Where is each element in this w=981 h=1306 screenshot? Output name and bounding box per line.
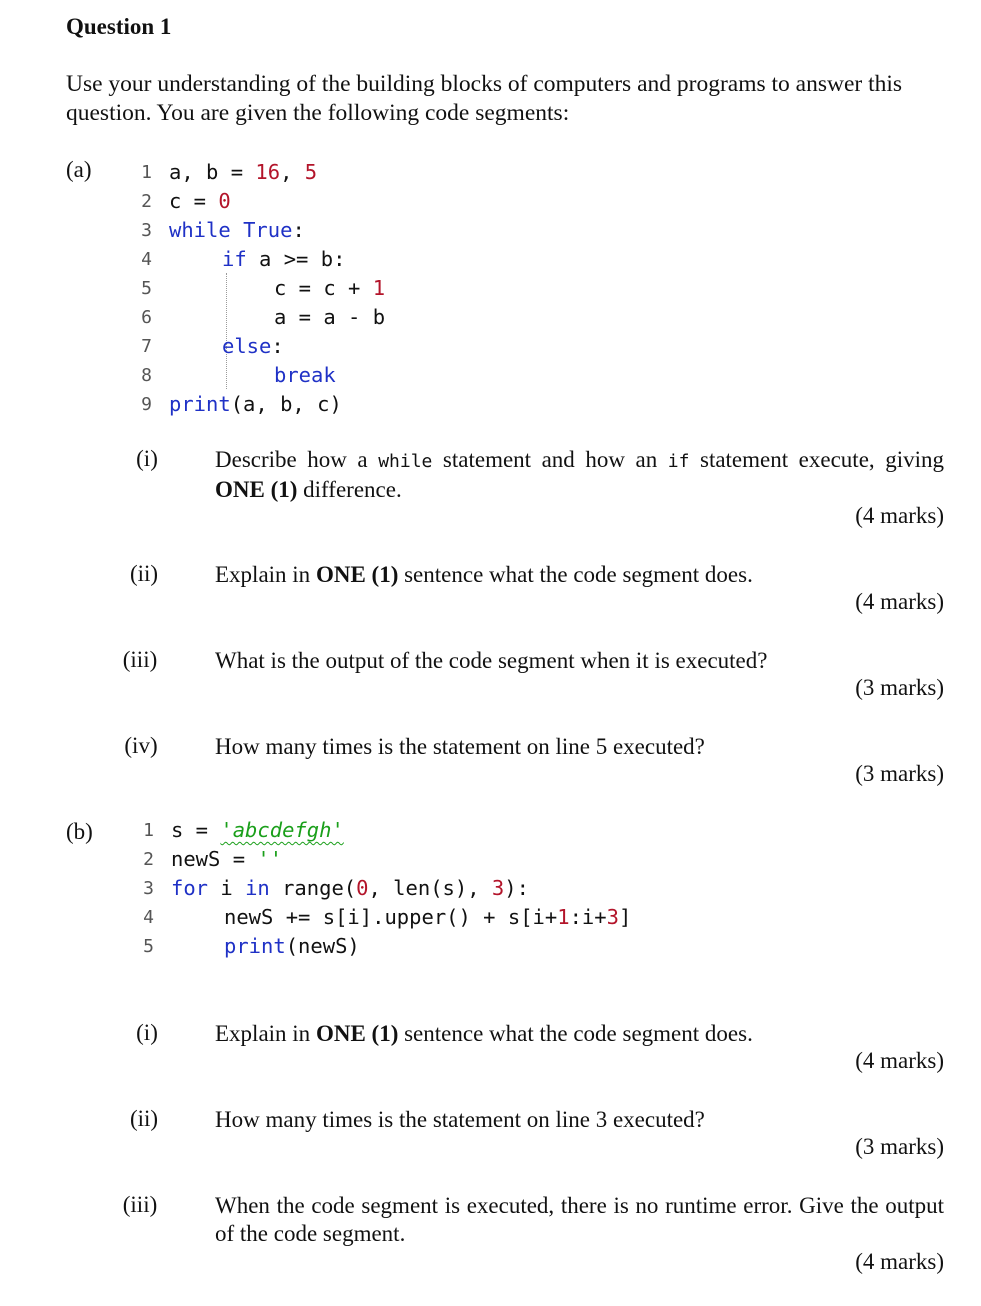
code-line-4: if a >= b: xyxy=(222,247,346,271)
subquestion-text: Explain in ONE (1) sentence what the code segment does. xyxy=(215,562,753,587)
subquestion-number: (ii) xyxy=(129,561,159,586)
subquestion-number: (iii) xyxy=(122,647,158,672)
code-line-6: a = a - b xyxy=(274,305,386,329)
line-number: 2 xyxy=(141,191,152,212)
subquestion-text: Explain in ONE (1) sentence what the code segment does. xyxy=(215,1021,753,1046)
line-number: 3 xyxy=(143,878,154,899)
subquestion-text: When the code segment is executed, there is no runtime error. Give the output of the code segment. xyxy=(215,1193,944,1246)
code-line-4: newS += s[i].upper() + s[i+1:i+3] xyxy=(224,905,632,929)
line-number: 6 xyxy=(141,307,152,328)
indent-guide xyxy=(226,273,227,389)
line-number: 4 xyxy=(141,249,152,270)
marks-label: (4 marks) xyxy=(855,589,944,614)
subquestion-text: What is the output of the code segment when it is executed? xyxy=(215,648,768,673)
line-number: 1 xyxy=(143,820,154,841)
code-line-9: print(a, b, c) xyxy=(169,392,342,416)
part-b-label: (b) xyxy=(66,819,93,844)
code-line-1: s = 'abcdefgh' xyxy=(171,818,344,842)
code-line-7: else: xyxy=(222,334,284,358)
line-number: 1 xyxy=(141,162,152,183)
code-line-2: c = 0 xyxy=(169,189,231,213)
marks-label: (3 marks) xyxy=(855,761,944,786)
marks-label: (3 marks) xyxy=(855,675,944,700)
marks-label: (4 marks) xyxy=(855,1048,944,1073)
code-line-3: for i in range(0, len(s), 3): xyxy=(171,876,529,900)
code-line-5: c = c + 1 xyxy=(274,276,386,300)
subquestion-number: (i) xyxy=(136,446,158,471)
code-line-2: newS = '' xyxy=(171,847,283,871)
subquestion-text: How many times is the statement on line 5 executed? xyxy=(215,734,705,759)
question-title: Question 1 xyxy=(66,14,172,39)
line-number: 8 xyxy=(141,365,152,386)
subquestion-number: (iv) xyxy=(124,733,158,758)
line-number: 2 xyxy=(143,849,154,870)
code-line-8: break xyxy=(274,363,336,387)
line-number: 5 xyxy=(141,278,152,299)
part-a-label: (a) xyxy=(66,157,92,182)
subquestion-text: How many times is the statement on line 3 executed? xyxy=(215,1107,705,1132)
code-line-3: while True: xyxy=(169,218,305,242)
subquestion-number: (ii) xyxy=(129,1106,159,1131)
subquestion-text: Describe how a while statement and how an if statement execute, giving ONE (1) difference. xyxy=(215,447,944,502)
question-intro: Use your understanding of the building blocks of computers and programs to answer this question. You are given the following code segments: xyxy=(66,71,903,126)
line-number: 4 xyxy=(143,907,154,928)
line-number: 9 xyxy=(141,394,152,415)
line-number: 7 xyxy=(141,336,152,357)
marks-label: (4 marks) xyxy=(855,1249,944,1274)
code-line-1: a, b = 16, 5 xyxy=(169,160,318,184)
marks-label: (3 marks) xyxy=(855,1134,944,1159)
code-line-5: print(newS) xyxy=(224,934,360,958)
marks-label: (4 marks) xyxy=(855,503,944,528)
line-number: 5 xyxy=(143,936,154,957)
line-number: 3 xyxy=(141,220,152,241)
subquestion-number: (iii) xyxy=(122,1192,158,1217)
subquestion-number: (i) xyxy=(136,1020,158,1045)
